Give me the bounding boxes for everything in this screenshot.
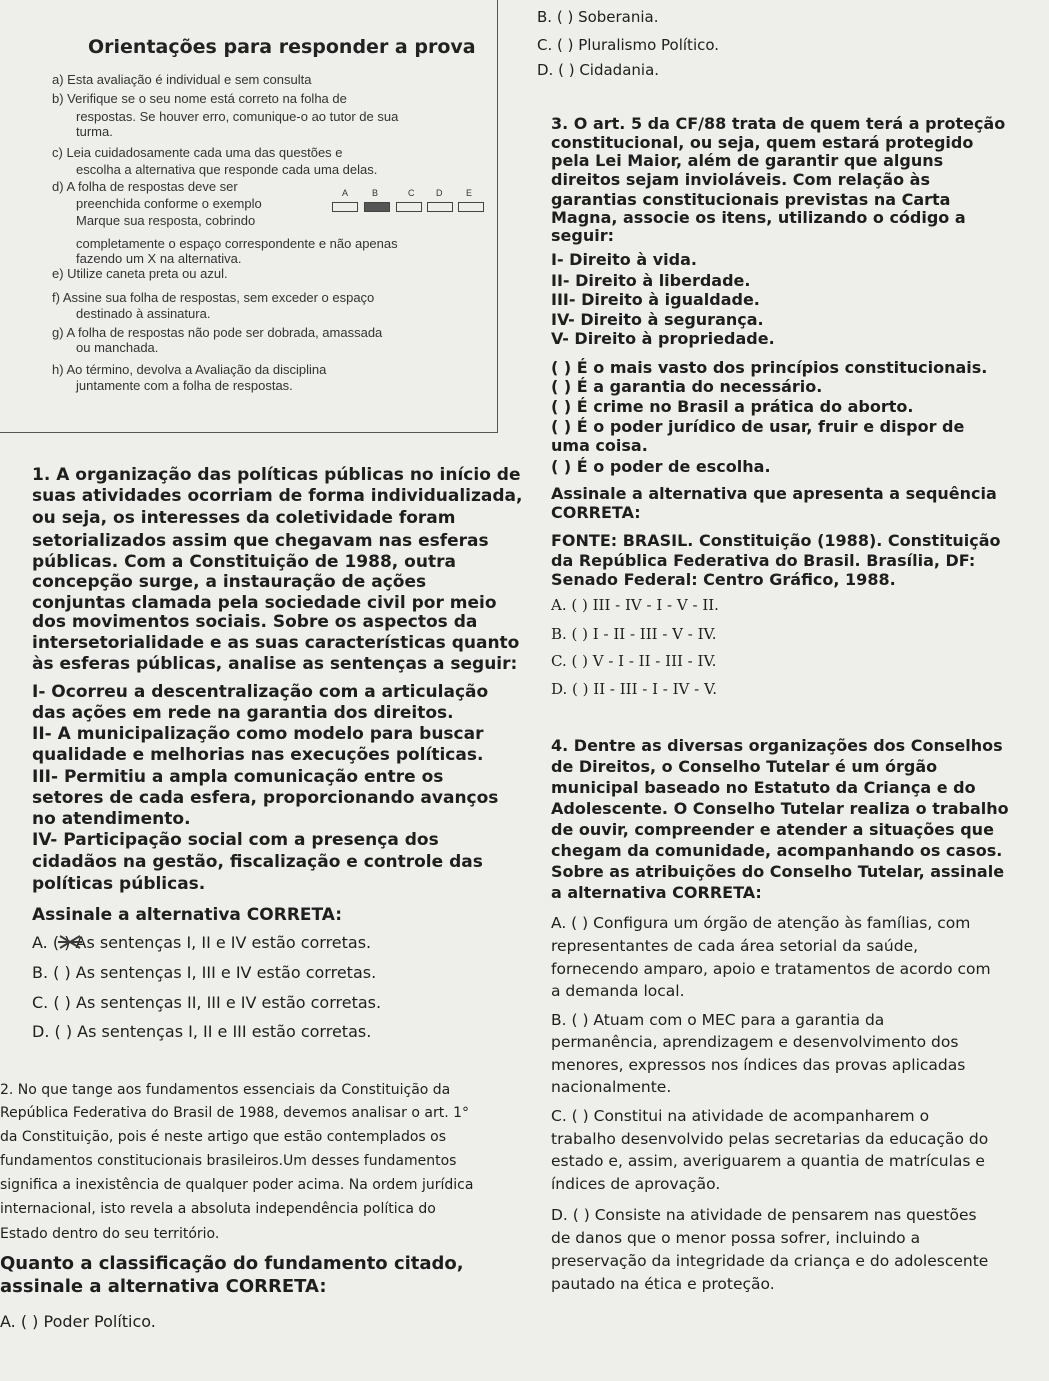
q1-statement-ii-cont: qualidade e melhorias nas execuções políticas. <box>32 745 484 765</box>
q3-association-5[interactable]: ( ) É o poder de escolha. <box>551 457 771 476</box>
q1-statement-iv-cont2: políticas públicas. <box>32 874 206 894</box>
q3-line: constitucional, ou seja, quem estará protegido <box>551 133 974 152</box>
q1-line: intersetorialidade e as suas características quanto <box>32 633 520 653</box>
instruction-d-cont4: fazendo um X na alternativa. <box>76 251 242 266</box>
q2-line: República Federativa do Brasil de 1988, devemos analisar o art. 1° <box>0 1105 470 1121</box>
q1-line: 1. A organização das políticas públicas no início de <box>32 465 521 485</box>
q1-line: ou seja, os interesses da coletividade foram <box>32 508 456 528</box>
instruction-d: d) A folha de respostas deve ser <box>52 179 238 194</box>
instruction-h: h) Ao término, devolva a Avaliação da disciplina <box>52 362 327 377</box>
q3-instruction-cont: CORRETA: <box>551 503 641 522</box>
q4-line: 4. Dentre as diversas organizações dos Conselhos <box>551 736 1003 755</box>
q3-association-2[interactable]: ( ) É a garantia do necessário. <box>551 377 823 396</box>
q2-line: fundamentos constitucionais brasileiros.Um desses fundamentos <box>0 1153 457 1169</box>
q3-line: direitos sejam invioláveis. Com relação às <box>551 170 930 189</box>
q4-option-a-cont2: fornecendo amparo, apoio e tratamentos de acordo com <box>551 960 991 978</box>
q1-statement-iii-cont2: no atendimento. <box>32 809 191 829</box>
q4-option-c-cont2: estado e, assim, averiguarem a quantia de matrículas e <box>551 1152 985 1170</box>
q3-line: garantias constitucionais previstas na Carta <box>551 190 951 209</box>
q2-line: Estado dentro do seu território. <box>0 1226 220 1242</box>
q2-option-a[interactable]: A. ( ) Poder Político. <box>0 1312 156 1331</box>
q4-option-c-cont: trabalho desenvolvido pelas secretarias da educação do <box>551 1130 989 1148</box>
instruction-d-cont3: completamente o espaço correspondente e não apenas <box>76 236 398 251</box>
q3-line: 3. O art. 5 da CF/88 trata de quem terá a proteção <box>551 114 1006 133</box>
q4-line: Adolescente. O Conselho Tutelar realiza o trabalho <box>551 799 1009 818</box>
q3-source-cont2: Senado Federal: Centro Gráfico, 1988. <box>551 570 896 589</box>
instruction-h-cont: juntamente com a folha de respostas. <box>76 378 293 393</box>
q3-line: seguir: <box>551 226 614 245</box>
instruction-c-cont: escolha a alternativa que responde cada uma delas. <box>76 162 378 177</box>
handwritten-mark-icon <box>58 934 84 950</box>
q1-statement-iii: III- Permitiu a ampla comunicação entre os <box>32 767 444 787</box>
q1-option-b[interactable]: B. ( ) As sentenças I, III e IV estão corretas. <box>32 963 377 982</box>
q4-option-d[interactable]: D. ( ) Consiste na atividade de pensarem nas questões <box>551 1206 977 1224</box>
q2-option-d[interactable]: D. ( ) Cidadania. <box>537 61 660 79</box>
example-letter-a: A <box>342 188 349 198</box>
q4-option-a-cont3: a demanda local. <box>551 982 685 1000</box>
q4-option-d-cont2: preservação da integridade da criança e do adolescente <box>551 1252 989 1270</box>
example-letter-d: D <box>436 188 443 198</box>
q4-option-d-cont3: pautado na ética e proteção. <box>551 1275 775 1293</box>
q1-statement-iv-cont: cidadãos na gestão, fiscalização e controle das <box>32 852 483 872</box>
example-cell-e <box>458 202 484 212</box>
q3-instruction: Assinale a alternativa que apresenta a sequência <box>551 484 997 503</box>
instruction-b: b) Verifique se o seu nome está correto na folha de <box>52 91 347 106</box>
example-cell-d <box>427 202 453 212</box>
instruction-d-cont2: Marque sua resposta, cobrindo <box>76 213 256 228</box>
q2-line: significa a inexistência de qualquer poder acima. Na ordem jurídica <box>0 1177 474 1193</box>
q3-option-d[interactable]: D. ( ) II - III - I - IV - V. <box>551 680 717 698</box>
example-cell-b <box>364 202 390 212</box>
q4-line: de ouvir, compreender e atender a situações que <box>551 820 994 839</box>
answer-example <box>308 188 496 218</box>
q1-line: públicas. Com a Constituição de 1988, outra <box>32 552 456 572</box>
q4-option-b-cont3: nacionalmente. <box>551 1078 672 1096</box>
q4-line: Sobre as atribuições do Conselho Tutelar, assinale <box>551 862 1005 881</box>
instruction-f-cont: destinado à assinatura. <box>76 306 211 321</box>
q1-option-c[interactable]: C. ( ) As sentenças II, III e IV estão corretas. <box>32 993 382 1012</box>
q4-line: municipal baseado no Estatuto da Criança e do <box>551 778 976 797</box>
q1-option-d[interactable]: D. ( ) As sentenças I, II e III estão corretas. <box>32 1022 372 1041</box>
q2-option-c[interactable]: C. ( ) Pluralismo Político. <box>537 36 720 54</box>
q3-source-cont: da República Federativa do Brasil. Brasília, DF: <box>551 551 976 570</box>
q4-option-b[interactable]: B. ( ) Atuam com o MEC para a garantia da <box>551 1011 885 1029</box>
q4-line: a alternativa CORRETA: <box>551 883 762 902</box>
q4-option-c[interactable]: C. ( ) Constitui na atividade de acompanharem o <box>551 1107 930 1125</box>
q3-item-iv: IV- Direito à segurança. <box>551 310 764 329</box>
q1-statement-ii: II- A municipalização como modelo para buscar <box>32 724 484 744</box>
q3-item-i: I- Direito à vida. <box>551 250 697 269</box>
q1-statement-i: I- Ocorreu a descentralização com a articulação <box>32 682 489 702</box>
q4-option-a-cont: representantes de cada área setorial da saúde, <box>551 937 919 955</box>
q1-line: concepção surge, a instauração de ações <box>32 572 427 592</box>
instruction-d-cont: preenchida conforme o exemplo <box>76 196 262 211</box>
example-cell-a <box>332 202 358 212</box>
q4-option-b-cont: permanência, aprendizagem e desenvolvimento dos <box>551 1033 959 1051</box>
q1-line: conjuntas clamada pela sociedade civil por meio <box>32 593 497 613</box>
example-letter-e: E <box>466 188 473 198</box>
q1-line: suas atividades ocorriam de forma individualizada, <box>32 486 523 506</box>
q1-line: dos movimentos sociais. Sobre os aspectos da <box>32 612 478 632</box>
q2-instruction: Quanto a classificação do fundamento citado, <box>0 1253 464 1274</box>
q4-option-c-cont3: índices de aprovação. <box>551 1175 721 1193</box>
q1-line: setorializados assim que chegavam nas esferas <box>32 531 489 551</box>
q3-line: Magna, associe os itens, utilizando o código a <box>551 208 966 227</box>
q1-statement-iv: IV- Participação social com a presença dos <box>32 830 439 850</box>
q2-option-b[interactable]: B. ( ) Soberania. <box>537 8 659 26</box>
q3-option-a[interactable]: A. ( ) III - IV - I - V - II. <box>551 596 719 614</box>
q1-statement-i-cont: das ações em rede na garantia dos direitos. <box>32 703 454 723</box>
instruction-e: e) Utilize caneta preta ou azul. <box>52 266 228 281</box>
q3-option-b[interactable]: B. ( ) I - II - III - V - IV. <box>551 625 717 643</box>
q3-option-c[interactable]: C. ( ) V - I - II - III - IV. <box>551 652 717 670</box>
q4-option-d-cont: de danos que o menor possa sofrer, incluindo a <box>551 1229 921 1247</box>
q4-line: chegam da comunidade, acompanhando os casos. <box>551 841 1003 860</box>
instruction-f: f) Assine sua folha de respostas, sem exceder o espaço <box>52 290 375 305</box>
q2-line: internacional, isto revela a absoluta independência política do <box>0 1201 436 1217</box>
q3-association-4-cont: uma coisa. <box>551 436 648 455</box>
instruction-g-cont: ou manchada. <box>76 340 159 355</box>
q4-line: de Direitos, o Conselho Tutelar é um órgão <box>551 757 938 776</box>
q2-line: 2. No que tange aos fundamentos essenciais da Constituição da <box>0 1082 451 1098</box>
q3-association-3[interactable]: ( ) É crime no Brasil a prática do aborto. <box>551 397 914 416</box>
example-letter-b: B <box>372 188 379 198</box>
q1-statement-iii-cont: setores de cada esfera, proporcionando avanços <box>32 788 499 808</box>
q3-item-v: V- Direito à propriedade. <box>551 329 775 348</box>
instruction-g: g) A folha de respostas não pode ser dobrada, amassada <box>52 325 383 340</box>
q1-instruction: Assinale a alternativa CORRETA: <box>32 905 343 925</box>
instructions-title: Orientações para responder a prova <box>88 36 476 58</box>
q4-option-a[interactable]: A. ( ) Configura um órgão de atenção às famílias, com <box>551 914 971 932</box>
q3-source: FONTE: BRASIL. Constituição (1988). Constituição <box>551 531 1001 550</box>
example-letter-c: C <box>408 188 415 198</box>
q1-line: às esferas públicas, analise as sentenças a seguir: <box>32 654 518 674</box>
instruction-b-cont: respostas. Se houver erro, comunique-o ao tutor de sua <box>76 109 399 124</box>
instruction-c: c) Leia cuidadosamente cada uma das questões e <box>52 145 343 160</box>
q2-instruction-cont: assinale a alternativa CORRETA: <box>0 1276 327 1297</box>
q3-line: pela Lei Maior, além de garantir que alguns <box>551 151 944 170</box>
instruction-b-cont2: turma. <box>76 124 113 139</box>
q3-item-iii: III- Direito à igualdade. <box>551 290 760 309</box>
q3-association-1[interactable]: ( ) É o mais vasto dos princípios constitucionais. <box>551 358 988 377</box>
q3-item-ii: II- Direito à liberdade. <box>551 271 751 290</box>
q1-option-a[interactable]: A. ( ) As sentenças I, II e IV estão corretas. <box>32 933 372 952</box>
q4-option-b-cont2: menores, expressos nos índices das provas aplicadas <box>551 1056 966 1074</box>
example-cell-c <box>396 202 422 212</box>
q2-line: da Constituição, pois é neste artigo que estão contemplados os <box>0 1129 446 1145</box>
q3-association-4[interactable]: ( ) É o poder jurídico de usar, fruir e dispor de <box>551 417 965 436</box>
instruction-a: a) Esta avaliação é individual e sem consulta <box>52 72 312 87</box>
